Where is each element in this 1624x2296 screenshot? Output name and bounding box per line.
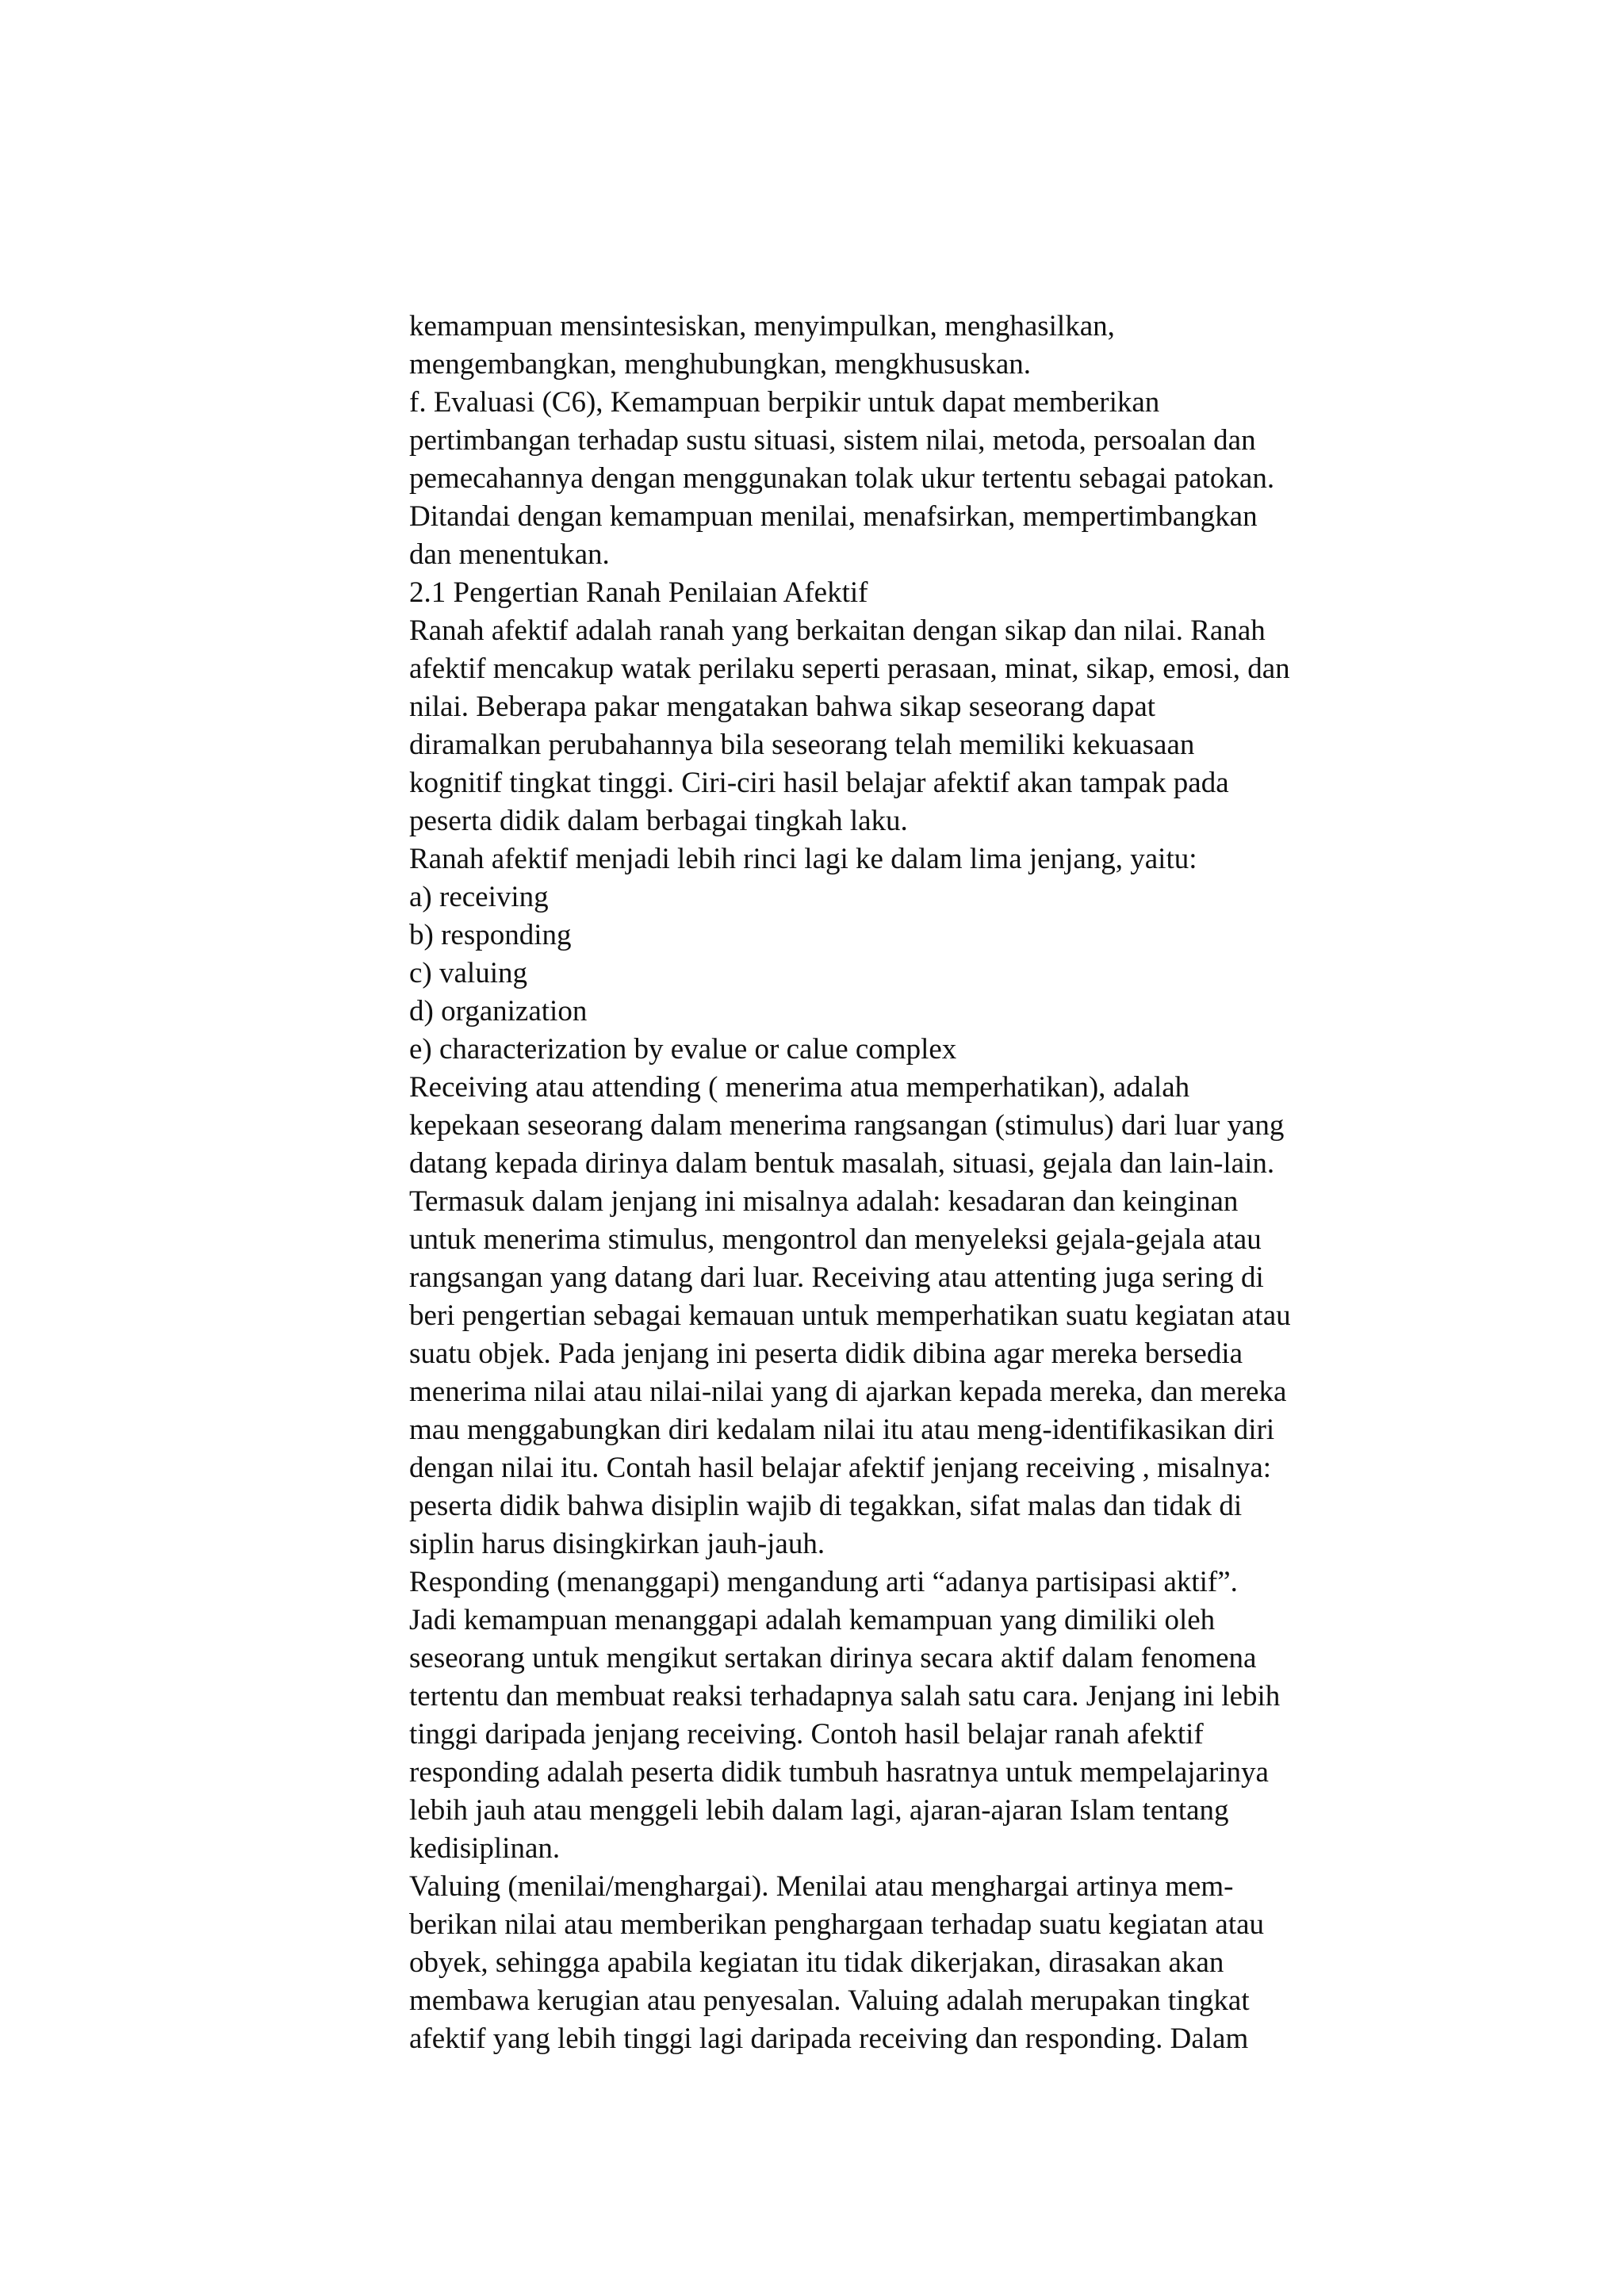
text-line: Ditandai dengan kemampuan menilai, menafsirkan, mempertimbangkan xyxy=(409,500,1258,533)
text-line: peserta didik bahwa disiplin wajib di tegakkan, sifat malas dan tidak di xyxy=(409,1490,1243,1522)
text-line: tinggi daripada jenjang receiving. Contoh hasil belajar ranah afektif xyxy=(409,1718,1204,1751)
text-line: menerima nilai atau nilai-nilai yang di ajarkan kepada mereka, dan mereka xyxy=(409,1376,1287,1408)
text-line: membawa kerugian atau penyesalan. Valuing adalah merupakan tingkat xyxy=(409,1984,1250,2017)
text-line: kedisiplinan. xyxy=(409,1832,561,1865)
list-item: d) organization xyxy=(409,995,588,1027)
text-line: seseorang untuk mengikut sertakan dirinya secara aktif dalam fenomena xyxy=(409,1642,1257,1674)
text-line: Responding (menanggapi) mengandung arti “adanya partisipasi aktif”. xyxy=(409,1566,1238,1598)
text-line: berikan nilai atau memberikan penghargaan terhadap suatu kegiatan atau xyxy=(409,1908,1265,1941)
text-line: datang kepada dirinya dalam bentuk masalah, situasi, gejala dan lain-lain. xyxy=(409,1147,1275,1180)
text-line: rangsangan yang datang dari luar. Receiving atau attenting juga sering di xyxy=(409,1261,1264,1294)
text-line: f. Evaluasi (C6), Kemampuan berpikir untuk dapat memberikan xyxy=(409,386,1160,419)
text-line: mengembangkan, menghubungkan, mengkhususkan. xyxy=(409,348,1032,381)
text-line: nilai. Beberapa pakar mengatakan bahwa sikap seseorang dapat xyxy=(409,691,1156,723)
section-heading: 2.1 Pengertian Ranah Penilaian Afektif xyxy=(409,576,868,609)
text-line: Termasuk dalam jenjang ini misalnya adalah: kesadaran dan keinginan xyxy=(409,1185,1239,1218)
text-line: Receiving atau attending ( menerima atua memperhatikan), adalah xyxy=(409,1071,1190,1104)
text-line: beri pengertian sebagai kemauan untuk memperhatikan suatu kegiatan atau xyxy=(409,1299,1291,1332)
list-item: c) valuing xyxy=(409,957,527,989)
text-line: suatu objek. Pada jenjang ini peserta didik dibina agar mereka bersedia xyxy=(409,1337,1243,1370)
text-line: dengan nilai itu. Contah hasil belajar afektif jenjang receiving , misalnya: xyxy=(409,1452,1272,1484)
text-line: afektif mencakup watak perilaku seperti perasaan, minat, sikap, emosi, dan xyxy=(409,652,1290,685)
text-line: pertimbangan terhadap sustu situasi, sistem nilai, metoda, persoalan dan xyxy=(409,424,1256,457)
list-item: e) characterization by evalue or calue complex xyxy=(409,1033,957,1066)
text-line: responding adalah peserta didik tumbuh hasratnya untuk mempelajarinya xyxy=(409,1756,1269,1789)
text-line: dan menentukan. xyxy=(409,538,610,571)
text-line: kognitif tingkat tinggi. Ciri-ciri hasil belajar afektif akan tampak pada xyxy=(409,767,1229,799)
text-line: siplin harus disingkirkan jauh-jauh. xyxy=(409,1528,825,1560)
text-line: untuk menerima stimulus, mengontrol dan menyeleksi gejala-gejala atau xyxy=(409,1223,1262,1256)
list-item: b) responding xyxy=(409,919,572,951)
text-line: kepekaan seseorang dalam menerima rangsangan (stimulus) dari luar yang xyxy=(409,1109,1285,1142)
body-text xyxy=(409,308,1408,2058)
text-line: diramalkan perubahannya bila seseorang telah memiliki kekuasaan xyxy=(409,729,1195,761)
text-line: Jadi kemampuan menanggapi adalah kemampuan yang dimiliki oleh xyxy=(409,1604,1216,1636)
text-line: Valuing (menilai/menghargai). Menilai atau menghargai artinya mem- xyxy=(409,1870,1234,1903)
text-line: peserta didik dalam berbagai tingkah laku. xyxy=(409,805,908,837)
text-line: Ranah afektif menjadi lebih rinci lagi ke dalam lima jenjang, yaitu: xyxy=(409,843,1197,875)
text-line: pemecahannya dengan menggunakan tolak ukur tertentu sebagai patokan. xyxy=(409,462,1275,495)
text-line: mau menggabungkan diri kedalam nilai itu atau meng-identifikasikan diri xyxy=(409,1414,1275,1446)
text-line: tertentu dan membuat reaksi terhadapnya salah satu cara. Jenjang ini lebih xyxy=(409,1680,1281,1712)
text-line: Ranah afektif adalah ranah yang berkaitan dengan sikap dan nilai. Ranah xyxy=(409,614,1266,647)
text-line: lebih jauh atau menggeli lebih dalam lagi, ajaran-ajaran Islam tentang xyxy=(409,1794,1229,1827)
text-line: obyek, sehingga apabila kegiatan itu tidak dikerjakan, dirasakan akan xyxy=(409,1946,1224,1979)
text-line: kemampuan mensintesiskan, menyimpulkan, menghasilkan, xyxy=(409,310,1115,342)
list-item: a) receiving xyxy=(409,881,549,913)
text-line: afektif yang lebih tinggi lagi daripada receiving dan responding. Dalam xyxy=(409,2022,1249,2055)
